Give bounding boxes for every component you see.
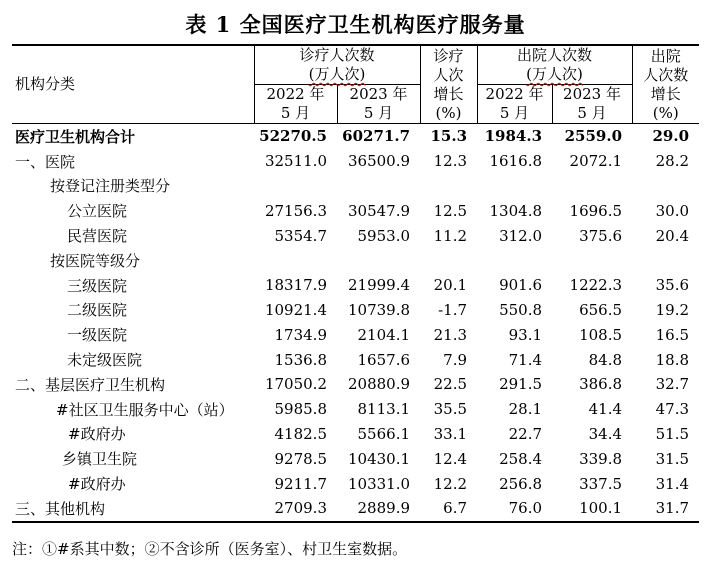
row-label: 三级医院 — [67, 276, 128, 295]
cell-discharge-growth — [632, 248, 699, 273]
cell-discharge-2022: 1616.8 — [489, 152, 543, 171]
cell-visits-2023 — [337, 248, 420, 273]
row-label: #社区卫生服务中心（站） — [56, 400, 234, 419]
cell-visits-2022: 1536.8 — [274, 350, 327, 369]
header-discharge-2023: 2023 年 — [552, 85, 632, 105]
table-row — [12, 446, 699, 471]
row-label: 一级医院 — [67, 326, 128, 345]
cell-discharge-2022 — [477, 248, 552, 273]
table-row-total — [12, 124, 699, 149]
cell-visits-growth — [420, 248, 477, 273]
row-label: 按医院等级分 — [50, 251, 141, 270]
header-visits-2023-month: 5 月 — [337, 104, 420, 124]
cell-visits-2022: 5985.8 — [274, 400, 327, 419]
header-discharge-2022-month: 5 月 — [477, 104, 552, 124]
cell-visits-2023: 5953.0 — [357, 226, 411, 245]
row-label: 一、医院 — [15, 152, 76, 171]
table-row — [12, 372, 699, 397]
cell-discharge-growth: 31.4 — [655, 474, 690, 493]
cell-visits-2022 — [254, 174, 337, 199]
table-row — [12, 298, 699, 323]
cell-visits-growth: 7.9 — [443, 350, 468, 369]
medical-service-table — [12, 44, 699, 523]
cell-discharge-2023: 41.4 — [588, 400, 623, 419]
cell-discharge-2023: 656.5 — [579, 300, 623, 319]
cell-visits-growth: 6.7 — [420, 496, 477, 522]
cell-discharge-2022: 256.8 — [499, 474, 543, 493]
cell-visits-2022: 18317.9 — [264, 276, 327, 295]
cell-visits-2023: 1657.6 — [357, 350, 411, 369]
cell-visits-2022 — [254, 248, 337, 273]
cell-discharge-growth: 35.6 — [655, 276, 690, 295]
cell-discharge-2022: 71.4 — [508, 350, 543, 369]
cell-visits-2023: 36500.9 — [347, 152, 411, 171]
header-discharge-growth: 出院 人次数 增长 (%) — [632, 45, 699, 124]
cell-discharge-growth: 51.5 — [655, 424, 690, 443]
table-row — [12, 223, 699, 248]
cell-discharge-2023 — [552, 174, 632, 199]
cell-discharge-2023: 375.6 — [579, 226, 623, 245]
header-category: 机构分类 — [12, 45, 254, 124]
row-label: 三、其他机构 — [12, 496, 254, 522]
cell-visits-2023: 20880.9 — [347, 375, 411, 394]
cell-discharge-2023: 337.5 — [579, 474, 623, 493]
header-visits-group: 诊疗人次数 (万人次) — [254, 45, 420, 84]
cell-visits-growth: 22.5 — [433, 375, 468, 394]
cell-visits-2023: 10739.8 — [347, 300, 411, 319]
cell-discharge-2023: 34.4 — [588, 424, 623, 443]
header-visits-2022: 2022 年 — [254, 85, 337, 105]
cell-discharge-growth: 28.2 — [655, 152, 690, 171]
cell-visits-2022: 52270.5 — [259, 127, 327, 146]
cell-discharge-growth: 16.5 — [655, 325, 690, 344]
cell-visits-2022: 32511.0 — [264, 152, 327, 171]
cell-visits-2023: 5566.1 — [357, 424, 411, 443]
table-row-subheading — [12, 248, 699, 273]
cell-visits-growth: 11.2 — [433, 226, 468, 245]
row-label: 医疗卫生机构合计 — [15, 127, 136, 146]
cell-visits-2022: 1734.9 — [274, 325, 327, 344]
cell-discharge-growth: 19.2 — [655, 300, 690, 319]
cell-discharge-growth: 32.7 — [655, 375, 690, 394]
cell-discharge-2022: 901.6 — [499, 276, 543, 295]
cell-visits-growth — [420, 174, 477, 199]
row-label: 未定级医院 — [67, 351, 143, 370]
cell-visits-2022: 27156.3 — [264, 201, 327, 220]
cell-discharge-2023: 1222.3 — [569, 276, 623, 295]
cell-discharge-2022: 1984.3 — [484, 127, 543, 146]
header-visits-2022-month: 5 月 — [254, 104, 337, 124]
table-row-subheading — [12, 174, 699, 199]
cell-discharge-growth: 31.7 — [632, 496, 699, 522]
row-label: 乡镇卫生院 — [62, 450, 138, 469]
cell-discharge-growth: 20.4 — [655, 226, 690, 245]
row-label: 公立医院 — [67, 202, 128, 221]
cell-visits-2023: 10430.1 — [347, 449, 411, 468]
cell-discharge-2022: 76.0 — [477, 496, 552, 522]
header-visits-2023: 2023 年 — [337, 85, 420, 105]
cell-discharge-2023: 2072.1 — [569, 152, 623, 171]
cell-visits-growth: 15.3 — [430, 127, 468, 146]
table-row — [12, 149, 699, 174]
cell-visits-2022: 10921.4 — [264, 300, 327, 319]
cell-visits-growth: 12.2 — [433, 474, 468, 493]
cell-discharge-growth: 31.5 — [655, 449, 690, 468]
cell-visits-2023: 21999.4 — [347, 276, 411, 295]
header-visits-growth: 诊疗 人次 增长 (%) — [420, 45, 477, 124]
cell-discharge-growth: 47.3 — [655, 400, 690, 419]
table-row — [12, 322, 699, 347]
cell-discharge-growth: 18.8 — [655, 350, 690, 369]
cell-visits-growth: 12.5 — [433, 201, 468, 220]
cell-discharge-2023: 84.8 — [588, 350, 623, 369]
cell-visits-2022: 2709.3 — [254, 496, 337, 522]
cell-visits-growth: 20.1 — [433, 276, 468, 295]
cell-visits-2023: 2104.1 — [357, 325, 411, 344]
cell-discharge-2023 — [552, 248, 632, 273]
cell-discharge-growth: 29.0 — [652, 127, 690, 146]
row-label: 按登记注册类型分 — [50, 177, 171, 196]
cell-visits-2023: 60271.7 — [342, 127, 411, 146]
table-row — [12, 198, 699, 223]
cell-visits-2023 — [337, 174, 420, 199]
cell-visits-growth: 21.3 — [433, 325, 468, 344]
cell-discharge-2022: 28.1 — [508, 400, 543, 419]
cell-discharge-2023: 386.8 — [579, 375, 623, 394]
cell-discharge-2022: 1304.8 — [489, 201, 543, 220]
table-row — [12, 422, 699, 447]
header-discharge-2023-month: 5 月 — [552, 104, 632, 124]
cell-visits-growth: 12.4 — [433, 449, 468, 468]
header-discharge-2022: 2022 年 — [477, 85, 552, 105]
table-row — [12, 496, 699, 522]
cell-discharge-2023: 2559.0 — [564, 127, 623, 146]
cell-discharge-2023: 108.5 — [579, 325, 623, 344]
row-label: #政府办 — [68, 425, 126, 444]
table-row — [12, 273, 699, 298]
cell-discharge-2022: 291.5 — [499, 375, 543, 394]
cell-discharge-2023: 100.1 — [552, 496, 632, 522]
row-label: 二级医院 — [67, 301, 128, 320]
cell-discharge-2022: 258.4 — [499, 449, 543, 468]
cell-discharge-2022: 93.1 — [508, 325, 543, 344]
cell-discharge-2022: 312.0 — [499, 226, 543, 245]
cell-visits-2023: 10331.0 — [347, 474, 411, 493]
cell-discharge-2022: 550.8 — [499, 300, 543, 319]
cell-discharge-growth: 30.0 — [655, 201, 690, 220]
cell-visits-2022: 9211.7 — [274, 474, 327, 493]
cell-visits-2022: 5354.7 — [274, 226, 327, 245]
cell-discharge-2022 — [477, 174, 552, 199]
cell-visits-2023: 30547.9 — [347, 201, 411, 220]
cell-visits-growth: 33.1 — [433, 424, 468, 443]
cell-visits-2022: 9278.5 — [274, 449, 327, 468]
table-row — [12, 471, 699, 496]
cell-discharge-growth — [632, 174, 699, 199]
cell-visits-2022: 17050.2 — [264, 375, 327, 394]
cell-visits-2022: 4182.5 — [274, 424, 327, 443]
cell-visits-growth: 35.5 — [433, 400, 468, 419]
cell-visits-growth: -1.7 — [438, 300, 468, 319]
row-label: 民营医院 — [67, 227, 128, 246]
cell-discharge-2023: 339.8 — [579, 449, 623, 468]
cell-discharge-2023: 1696.5 — [569, 201, 623, 220]
table-row — [12, 397, 699, 422]
cell-visits-growth: 12.3 — [433, 152, 468, 171]
cell-discharge-2022: 22.7 — [508, 424, 543, 443]
table-note: 注：①#系其中数；②不含诊所（医务室）、村卫生室数据。 — [12, 540, 408, 558]
table-row — [12, 347, 699, 372]
table-title: 表 1 全国医疗卫生机构医疗服务量 — [185, 12, 526, 37]
row-label: 二、基层医疗卫生机构 — [15, 375, 166, 394]
cell-visits-2023: 2889.9 — [337, 496, 420, 522]
cell-visits-2023: 8113.1 — [357, 400, 411, 419]
header-discharge-group: 出院人次数 (万人次) — [477, 45, 632, 84]
row-label: #政府办 — [68, 475, 126, 494]
